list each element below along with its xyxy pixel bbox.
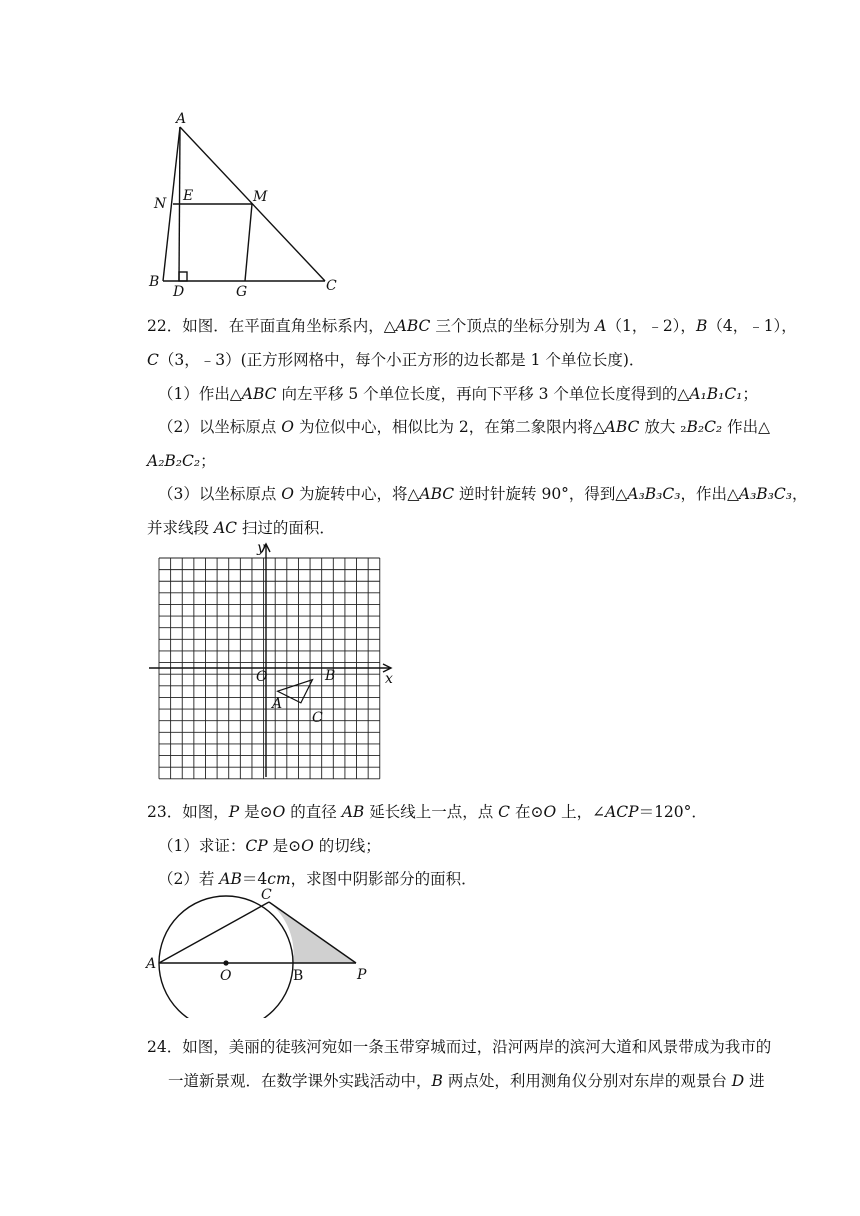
question-number: 24． bbox=[147, 1038, 183, 1056]
label-C: C bbox=[261, 888, 272, 903]
q22-part3: （3）以坐标原点 O 为旋转中心，将△ABC 逆时针旋转 90°，得到△A₃B₃C₃，作出△A₃B₃C₃， bbox=[158, 485, 808, 503]
label-D: D bbox=[173, 284, 185, 300]
q22-part2: （2）以坐标原点 O 为位似中心，相似比为 2，在第二象限内将△ABC 放大 ₂B₂C₂ 作出△ bbox=[158, 418, 771, 436]
q23-part2: （2）若 AB＝4cm，求图中阴影部分的面积． bbox=[158, 870, 477, 888]
triangle-figure bbox=[140, 105, 350, 305]
q23-part1: （1）求证：CP 是⊙O 的切线； bbox=[158, 837, 381, 855]
label-O: O bbox=[220, 968, 232, 984]
segment-AC bbox=[159, 902, 269, 963]
q22-part1: （1）作出△ABC 向左平移 5 个单位长度，再向下平移 3 个单位长度得到的△A₁B₁C₁； bbox=[158, 385, 758, 403]
q22-line2: C（3，﹣3）(正方形网格中，每个小正方形的边长都是 1 个单位长度)． bbox=[147, 351, 645, 369]
segment-MG bbox=[245, 204, 252, 281]
label-y: y bbox=[257, 540, 265, 556]
label-A: A bbox=[272, 696, 283, 712]
label-A: A bbox=[176, 111, 187, 127]
circle-O bbox=[159, 896, 293, 1018]
question-number: 23． bbox=[147, 803, 183, 821]
q24-line2: 一道新景观．在数学课外实践活动中，B 两点处，利用测角仪分别对东岸的观景台 D 进 bbox=[168, 1072, 765, 1090]
label-C: C bbox=[326, 278, 337, 294]
label-E: E bbox=[183, 188, 194, 204]
label-B: B bbox=[149, 274, 160, 290]
q22-part3-cont: 并求线段 AC 扫过的面积． bbox=[147, 519, 335, 537]
label-N: N bbox=[154, 196, 167, 212]
center-point bbox=[223, 960, 228, 965]
label-C: C bbox=[312, 710, 323, 726]
label-B: B bbox=[325, 668, 336, 684]
label-A: A bbox=[146, 956, 157, 972]
label-M: M bbox=[253, 189, 268, 205]
q24-line1: 24．如图，美丽的徒骇河宛如一条玉带穿城而过，沿河两岸的滨河大道和风景带成为我市的 bbox=[147, 1038, 772, 1056]
question-number: 22． bbox=[147, 317, 183, 335]
label-G: G bbox=[236, 284, 248, 300]
label-B: B bbox=[293, 968, 304, 984]
coordinate-grid-figure bbox=[145, 538, 405, 783]
q23-line1: 23．如图，P 是⊙O 的直径 AB 延长线上一点，点 C 在⊙O 上，∠ACP＝120°． bbox=[147, 803, 707, 821]
circle-tangent-figure bbox=[140, 888, 380, 1018]
label-O: O bbox=[256, 669, 268, 685]
triangle-ABC bbox=[278, 680, 313, 703]
right-angle-mark bbox=[179, 272, 187, 281]
label-P: P bbox=[357, 967, 367, 983]
q22-part2-cont: A₂B₂C₂； bbox=[147, 452, 216, 470]
label-x: x bbox=[385, 671, 393, 687]
q22-line1: 22．如图．在平面直角坐标系内，△ABC 三个顶点的坐标分别为 A（1，﹣2），B（4，﹣1）， bbox=[147, 317, 797, 335]
